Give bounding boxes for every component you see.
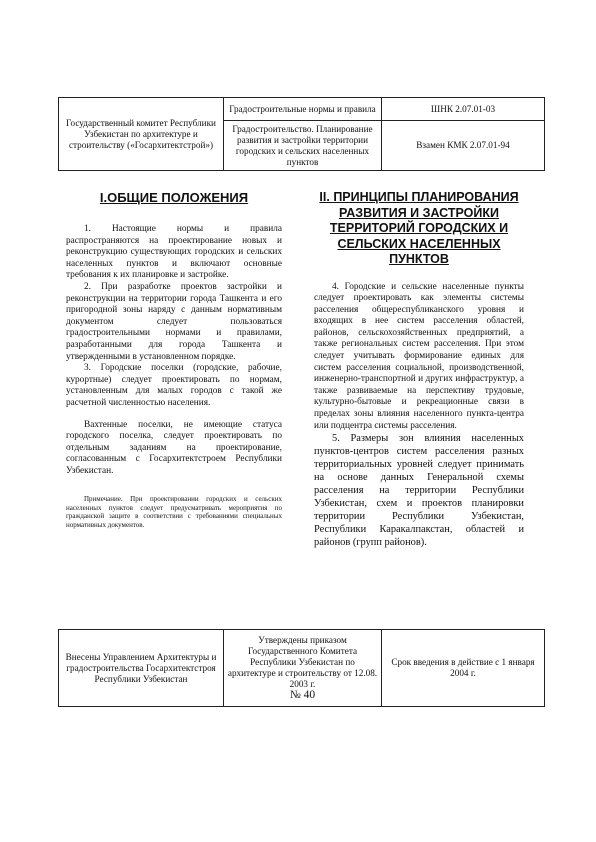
submitted-by-cell: Внесены Управлением Архитектуры и градостроительства Госархитектстроя Республики Узбекистан bbox=[59, 630, 224, 707]
approved-by-cell bbox=[224, 630, 382, 707]
right-column bbox=[314, 190, 524, 549]
header-table bbox=[58, 97, 545, 171]
section-2-heading: II. ПРИНЦИПЫ ПЛАНИРОВАНИЯ РАЗВИТИЯ И ЗАСТРОЙКИ ТЕРРИТОРИЙ ГОРОДСКИХ И СЕЛЬСКИХ НАСЕЛЕННЫХ ПУНКТОВ bbox=[319, 190, 519, 266]
footer-table bbox=[58, 629, 545, 707]
norms-title-cell: Градостроительные нормы и правила bbox=[224, 98, 382, 121]
organization-cell: Государственный комитет Республики Узбекистан по архитектуре и строительству («Госархитектстрой») bbox=[59, 98, 224, 171]
paragraph-4: 4. Городские и сельские населенные пункты следует проектировать как элементы системы расселения общереспубликанского уровня и входящих в нее систем расселения областей, районов, сельскохозяйственных предприятий, а также региональных систем расселения. При этом следует учитывать формирование единых для систем расселения социальной, производственной, инженерно-транспортной и других инфраструктур, а также развиваемые на перспективу трудовые, культурно-бытовые и рекреационные связи в пределах зоны влияния населенного пункта-центра или подцентра системы расселения. bbox=[314, 281, 524, 431]
left-column bbox=[66, 190, 282, 529]
document-code-cell: ШНК 2.07.01-03 bbox=[382, 98, 545, 121]
approved-text: Утверждены приказом Государственного Комитета Республики Узбекистан по архитектуре и строительству от 12.08. 2003 г. bbox=[227, 635, 378, 689]
paragraph-1: 1. Настоящие нормы и правила распространяются на проектирование новых и реконструкцию существующих городских и сельских населенных пунктов и включают основные требования к их планировке и застройке. bbox=[66, 224, 282, 281]
replaces-cell: Взамен КМК 2.07.01-94 bbox=[382, 121, 545, 171]
paragraph-3: 3. Городские поселки (городские, рабочие, курортные) следует проектировать по нормам, установленным для малых городов с такой же расчетной численностью населения. bbox=[66, 363, 282, 408]
order-number: № 40 bbox=[289, 689, 316, 701]
effective-date-cell: Срок введения в действие с 1 января 2004 г. bbox=[382, 630, 545, 707]
paragraph-shift-settlements: Вахтенные поселки, не имеющие статуса городского поселка, следует проектировать по отдельным заданиям на проектирование, согласованным с Госархитектстроем Республики Узбекистан. bbox=[66, 419, 282, 476]
note: Примечание. При проектировании городских и сельских населенных пунктов следует предусматривать мероприятия по гражданской защите в соответствии с требованиями специальных нормативных документов. bbox=[66, 495, 282, 529]
section-1-heading: I.ОБЩИЕ ПОЛОЖЕНИЯ bbox=[99, 190, 249, 205]
paragraph-5: 5. Размеры зон влияния населенных пунктов-центров систем расселения разных территориальных уровней следует принимать на основе данных Генеральной схемы расселения на территории Республики Узбекистан, схем и проектов планировки территории Республики Узбекистан, Республики Каракалпакстан, областей и районов (групп районов). bbox=[314, 433, 524, 549]
paragraph-2: 2. При разработке проектов застройки и реконструкции на территории города Ташкента и его пригородной зоны наряду с данным нормативным документом следует пользоваться градостроительными нормами и правилами, разработанными для города Ташкента и утвержденными в установленном порядке. bbox=[66, 281, 282, 362]
subject-cell: Градостроительство. Планирование развития и застройки территории городских и сельских населенных пунктов bbox=[224, 121, 382, 171]
